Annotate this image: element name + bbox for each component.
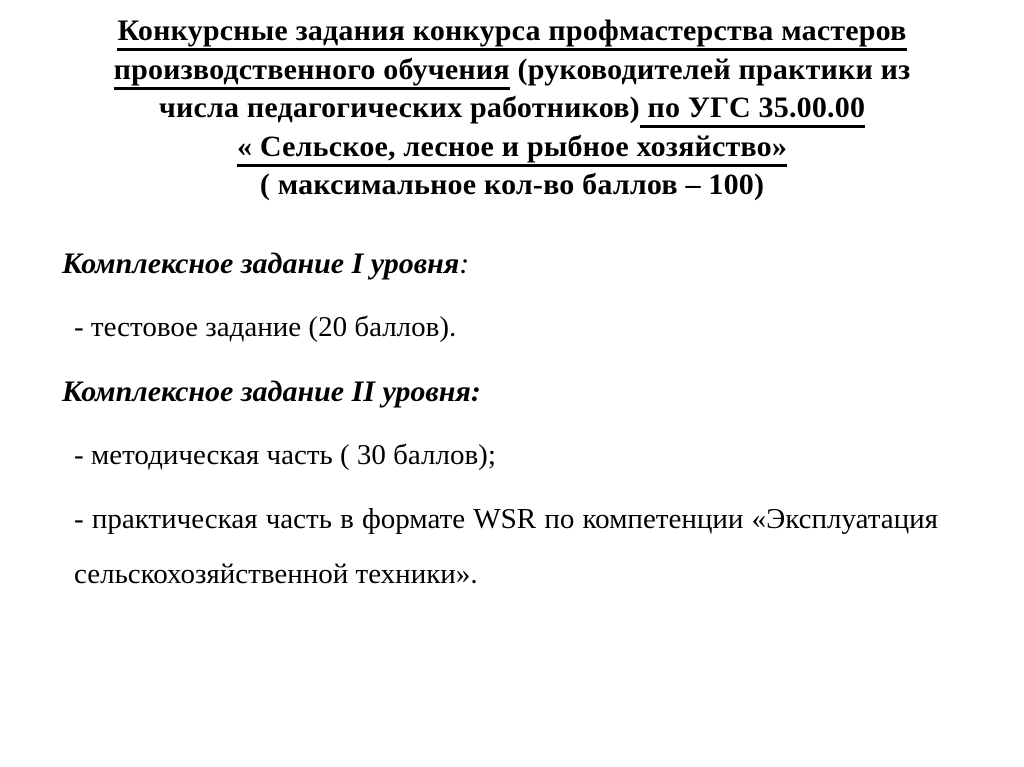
title-line-1-underlined: Конкурсные задания конкурса профмастерства мастеров (117, 14, 906, 51)
title-line-4-underlined: « Сельское, лесное и рыбное хозяйство» (237, 130, 787, 167)
level-1-heading (62, 236, 938, 291)
slide-body (62, 236, 946, 611)
level-1-item-test-task: - тестовое задание (20 баллов). (74, 311, 457, 343)
level-1-heading-colon: : (459, 247, 470, 280)
title-line-5 (0, 166, 1024, 205)
level-2-heading: Комплексное задание II уровня: (62, 375, 481, 408)
title-line-3-plain: числа педагогических работников) (158, 91, 640, 124)
level-2-item-methodical: - методическая часть ( 30 баллов); (74, 439, 496, 471)
slide-title (0, 12, 1024, 205)
title-line-4 (0, 128, 1024, 167)
title-line-2 (0, 51, 1024, 90)
level-1-heading-text: Комплексное задание I уровня (62, 247, 460, 280)
level-2-item-practical: - практическая часть в формате WSR по компетенции «Эксплуатация сельскохозяйственной техники». (74, 503, 946, 590)
title-line-1 (0, 12, 1024, 51)
title-line-2-rest: (руководителей практики из (509, 52, 911, 86)
title-line-5-text: ( максимальное кол-во баллов – 100) (259, 168, 765, 201)
title-line-3-underlined: по УГС 35.00.00 (640, 91, 865, 128)
title-line-2-underlined: производственного обучения (114, 53, 510, 90)
title-line-3 (0, 89, 1024, 128)
